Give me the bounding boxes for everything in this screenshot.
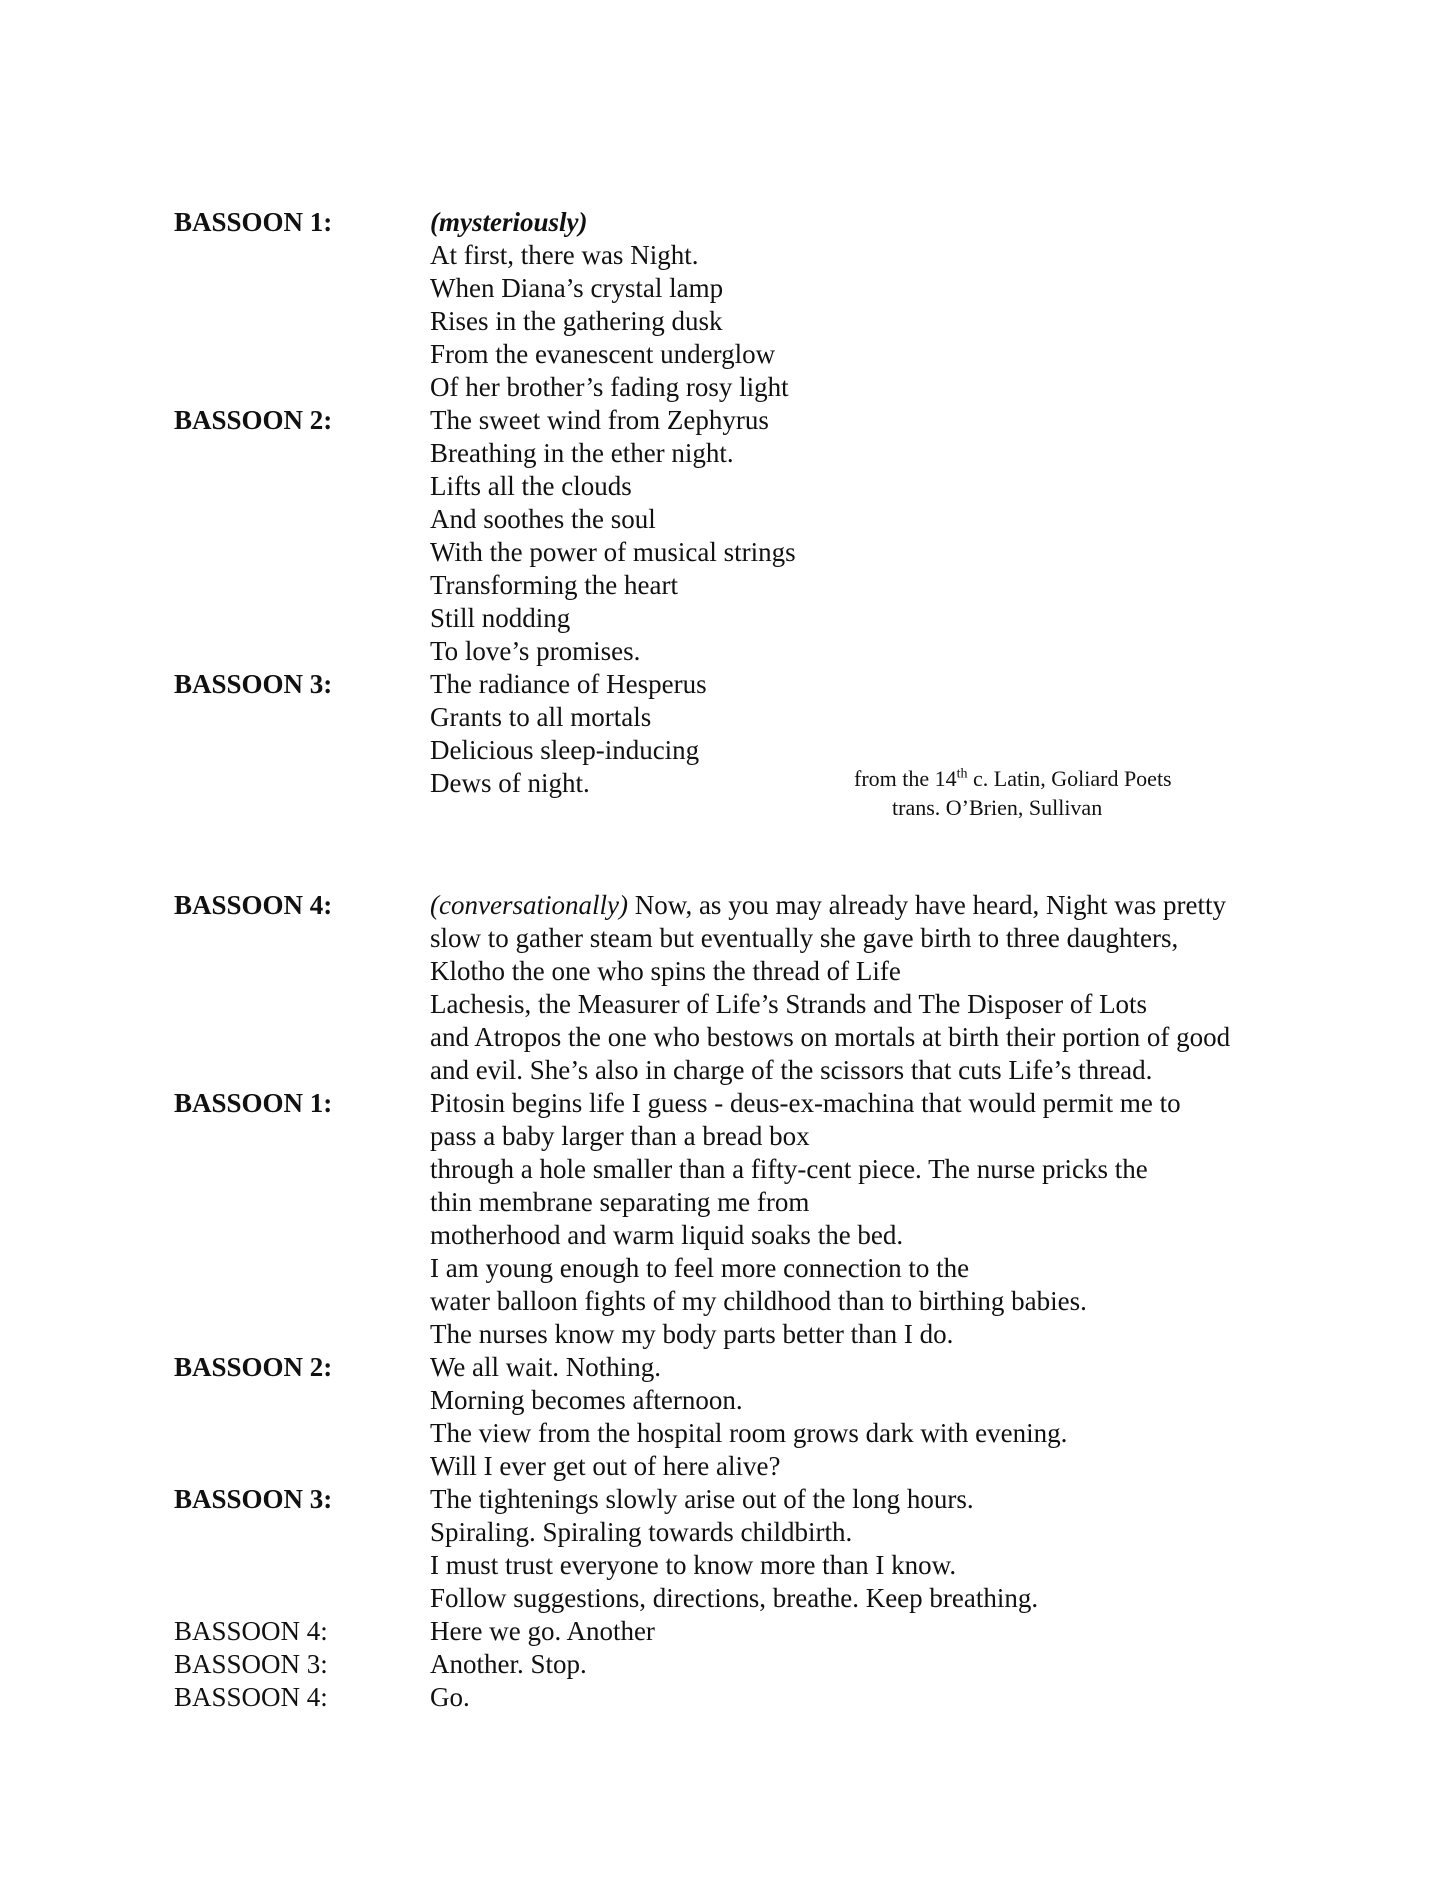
- script-line: [174, 239, 1324, 272]
- script-line: [174, 1186, 1324, 1219]
- speaker-label: BASSOON 4:: [174, 1616, 328, 1646]
- line-text: and evil. She’s also in charge of the scissors that cuts Life’s thread.: [430, 1055, 1153, 1085]
- script-line: [174, 701, 1324, 734]
- script-line: [174, 1615, 1324, 1648]
- line-text: I must trust everyone to know more than I know.: [430, 1550, 957, 1580]
- speaker-label: BASSOON 2:: [174, 1352, 333, 1382]
- line-text: To love’s promises.: [430, 636, 641, 666]
- line-text: and Atropos the one who bestows on mortals at birth their portion of good: [430, 1022, 1231, 1052]
- line-text: water balloon fights of my childhood than to birthing babies.: [430, 1286, 1087, 1316]
- line-text: Delicious sleep-inducing: [430, 735, 700, 765]
- attribution-source: from the 14th c. Latin, Goliard Poets: [854, 766, 1172, 791]
- line-text: motherhood and warm liquid soaks the bed.: [430, 1220, 904, 1250]
- speaker-label: BASSOON 3:: [174, 1649, 328, 1679]
- line-text: Grants to all mortals: [430, 702, 652, 732]
- script-line: [174, 1417, 1324, 1450]
- line-text: Here we go. Another: [430, 1616, 655, 1646]
- line-text: Follow suggestions, directions, breathe. Keep breathing.: [430, 1583, 1039, 1613]
- script-line: [174, 1483, 1324, 1516]
- script-line: [174, 668, 1324, 701]
- line-text: The view from the hospital room grows dark with evening.: [430, 1418, 1068, 1448]
- script-line: [174, 1219, 1324, 1252]
- script-line: [174, 1681, 1324, 1714]
- script-line: [174, 889, 1324, 922]
- line-text: Still nodding: [430, 603, 571, 633]
- script-line: [174, 955, 1324, 988]
- script-line: [174, 635, 1324, 668]
- line-text: Of her brother’s fading rosy light: [430, 372, 789, 402]
- script-line: [174, 470, 1324, 503]
- line-text: With the power of musical strings: [430, 537, 796, 567]
- line-text: Go.: [430, 1682, 470, 1712]
- line-text: Transforming the heart: [430, 570, 678, 600]
- script-line: [174, 1087, 1324, 1120]
- script-line: [174, 1351, 1324, 1384]
- script-line: [174, 1318, 1324, 1351]
- script-line: [174, 922, 1324, 955]
- speaker-label: BASSOON 3:: [174, 1484, 333, 1514]
- line-text: We all wait. Nothing.: [430, 1352, 662, 1382]
- line-text: (conversationally) Now, as you may already have heard, Night was pretty: [430, 890, 1227, 920]
- line-text: At first, there was Night.: [430, 240, 699, 270]
- stage-direction: (mysteriously): [430, 207, 588, 237]
- script-line: [174, 1120, 1324, 1153]
- line-text: Pitosin begins life I guess - deus-ex-machina that would permit me to: [430, 1088, 1181, 1118]
- line-text: When Diana’s crystal lamp: [430, 273, 724, 303]
- line-text: Lifts all the clouds: [430, 471, 632, 501]
- script-line: [174, 404, 1324, 437]
- line-text: slow to gather steam but eventually she gave birth to three daughters,: [430, 923, 1179, 953]
- script-line: [174, 1582, 1324, 1615]
- line-text: I am young enough to feel more connection to the: [430, 1253, 970, 1283]
- script-line: [174, 1285, 1324, 1318]
- line-text: through a hole smaller than a fifty-cent piece. The nurse pricks the: [430, 1154, 1148, 1184]
- script-line: [174, 272, 1324, 305]
- line-text: The radiance of Hesperus: [430, 669, 707, 699]
- script-line: [174, 338, 1324, 371]
- dialogue-section: [174, 889, 1324, 1714]
- line-text: The sweet wind from Zephyrus: [430, 405, 769, 435]
- stage-direction: (conversationally): [430, 890, 628, 920]
- script-line: [174, 1153, 1324, 1186]
- script-line: [174, 1252, 1324, 1285]
- line-text: Dews of night.: [430, 768, 590, 798]
- line-text: The nurses know my body parts better than I do.: [430, 1319, 954, 1349]
- line-text: Morning becomes afternoon.: [430, 1385, 743, 1415]
- line-text: And soothes the soul: [430, 504, 656, 534]
- script-line: [174, 1549, 1324, 1582]
- speaker-label: BASSOON 2:: [174, 405, 333, 435]
- line-text: Will I ever get out of here alive?: [430, 1451, 781, 1481]
- script-line: [174, 305, 1324, 338]
- line-text: Spiraling. Spiraling towards childbirth.: [430, 1517, 853, 1547]
- script-line: [174, 1516, 1324, 1549]
- script-line: [174, 602, 1324, 635]
- poem-attribution: [854, 764, 1172, 822]
- line-text: Another. Stop.: [430, 1649, 587, 1679]
- speaker-label: BASSOON 4:: [174, 1682, 328, 1712]
- script-line: [174, 1450, 1324, 1483]
- script-line: [174, 1021, 1324, 1054]
- script-line: [174, 1054, 1324, 1087]
- script-line: [174, 437, 1324, 470]
- line-text: Klotho the one who spins the thread of Life: [430, 956, 901, 986]
- speaker-label: BASSOON 3:: [174, 669, 333, 699]
- speaker-label: BASSOON 4:: [174, 890, 333, 920]
- line-text: pass a baby larger than a bread box: [430, 1121, 810, 1151]
- script-line: [174, 569, 1324, 602]
- line-text: thin membrane separating me from: [430, 1187, 810, 1217]
- script-line: [174, 206, 1324, 239]
- script-line: [174, 536, 1324, 569]
- script-line: [174, 1648, 1324, 1681]
- line-text: Rises in the gathering dusk: [430, 306, 723, 336]
- line-text: Breathing in the ether night.: [430, 438, 734, 468]
- script-line: [174, 988, 1324, 1021]
- script-line: [174, 503, 1324, 536]
- speaker-label: BASSOON 1:: [174, 207, 333, 237]
- line-text: The tightenings slowly arise out of the long hours.: [430, 1484, 974, 1514]
- poem-section: [174, 206, 1324, 800]
- script-line: [174, 734, 1324, 767]
- line-text: Lachesis, the Measurer of Life’s Strands and The Disposer of Lots: [430, 989, 1148, 1019]
- script-line: [174, 1384, 1324, 1417]
- script-line: [174, 371, 1324, 404]
- speaker-label: BASSOON 1:: [174, 1088, 333, 1118]
- attribution-translators: trans. O’Brien, Sullivan: [892, 795, 1103, 820]
- line-text: From the evanescent underglow: [430, 339, 776, 369]
